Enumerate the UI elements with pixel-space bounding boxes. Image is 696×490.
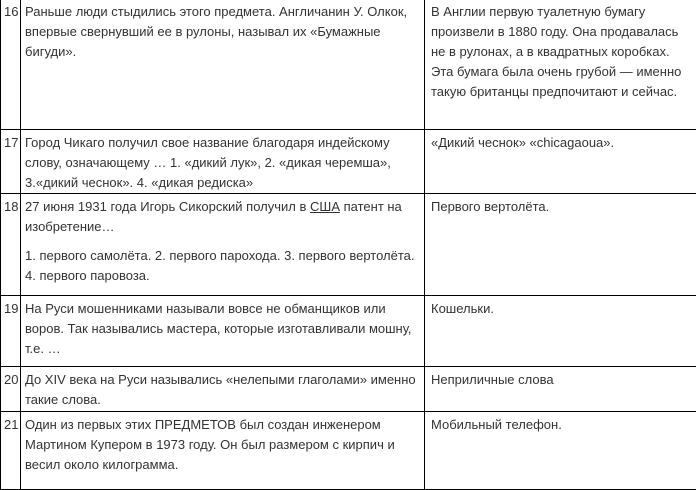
- usa-link[interactable]: США: [310, 199, 340, 214]
- question-cell: Один из первых этих ПРЕДМЕТОВ был создан инженером Мартином Купером в 1973 году. Он был размером с кирпич и весил около килограмма.: [21, 412, 425, 490]
- question-cell: На Руси мошенниками называли вовсе не обманщиков или воров. Так назывались мастера, которые изготавливали мошну, т.е. …: [21, 296, 425, 367]
- row-number: 16: [1, 0, 21, 130]
- question-cell: Раньше люди стыдились этого предмета. Англичанин У. Олкок, впервые свернувший ее в рулоны, называл их «Бумажные бигуди».: [21, 0, 425, 130]
- table-row: [1, 296, 696, 367]
- answer-cell: Первого вертолёта.: [425, 194, 696, 296]
- question-text-start: 27 июня 1931 года Игорь Сикорский получил в: [25, 199, 310, 214]
- row-number: 18: [1, 194, 21, 296]
- question-options: 1. первого самолёта. 2. первого парохода. 3. первого вертолёта. 4. первого паровоза.: [25, 246, 420, 286]
- answer-cell: Неприличные слова: [425, 367, 696, 412]
- question-cell: Город Чикаго получил свое название благодаря индейскому слову, означающему … 1. «дикий лук», 2. «дикая черемша», 3.«дикий чеснок». 4. «дикая редиска»: [21, 130, 425, 194]
- answer-cell: Мобильный телефон.: [425, 412, 696, 490]
- table-row: [1, 130, 696, 194]
- table-row: [1, 194, 696, 296]
- row-number: 17: [1, 130, 21, 194]
- row-number: 19: [1, 296, 21, 367]
- row-number: 20: [1, 367, 21, 412]
- question-cell: [21, 194, 425, 296]
- question-cell: До XIV века на Руси назывались «нелепыми глаголами» именно такие слова.: [21, 367, 425, 412]
- answer-cell: «Дикий чеснок» «chicagaoua».: [425, 130, 696, 194]
- question-text: [25, 197, 420, 237]
- table-row: [1, 412, 696, 490]
- answer-cell: Кошельки.: [425, 296, 696, 367]
- table-row: [1, 367, 696, 412]
- table-row: [1, 0, 696, 130]
- row-number: 21: [1, 412, 21, 490]
- question-text-end: патент на изобретение…: [25, 199, 402, 234]
- answer-cell: В Англии первую туалетную бумагу произвели в 1880 году. Она продавалась не в рулонах, а в квадратных коробках. Эта бумага была очень грубой — именно такую британцы предпочитают и сейчас.: [425, 0, 696, 130]
